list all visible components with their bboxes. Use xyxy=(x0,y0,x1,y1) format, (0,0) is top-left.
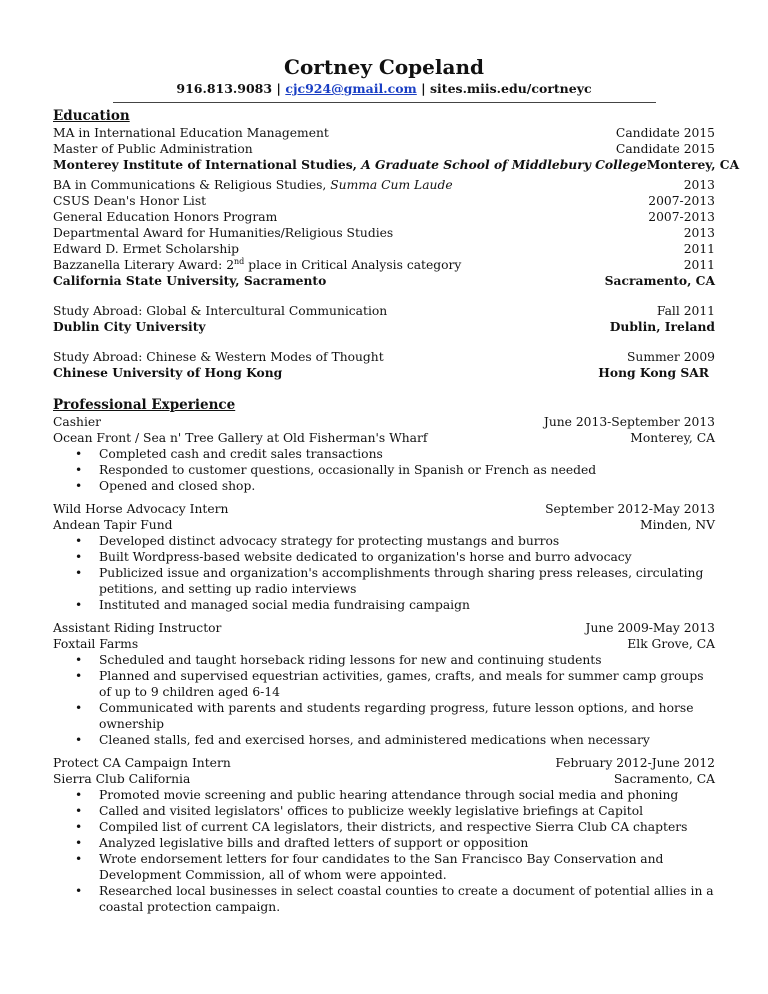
experience-list xyxy=(53,414,715,915)
study-abroad-program: Study Abroad: Global & Intercultural Communication xyxy=(53,304,388,318)
contact-line xyxy=(53,80,715,97)
program-date: Fall 2011 xyxy=(656,304,715,318)
school-row xyxy=(53,319,715,335)
education-row xyxy=(53,257,715,273)
education-row xyxy=(53,141,715,157)
job-organization: Ocean Front / Sea n' Tree Gallery at Old Fisherman's Wharf xyxy=(53,431,428,445)
job-location: Minden, NV xyxy=(640,518,715,532)
honor-date: 2007-2013 xyxy=(648,210,715,224)
honor-date: 2007-2013 xyxy=(648,194,715,208)
list-item xyxy=(53,446,715,462)
school-row xyxy=(53,365,715,381)
honor-label: Edward D. Ermet Scholarship xyxy=(53,242,240,256)
bullet-icon: • xyxy=(75,653,83,667)
degree: MA in International Education Management xyxy=(53,126,329,140)
bullet-icon: • xyxy=(75,820,83,834)
job-org-row xyxy=(53,517,715,533)
bullet-text: Promoted movie screening and public hearing attendance through social media and phoning xyxy=(99,788,679,802)
award-date: 2011 xyxy=(683,258,715,272)
school-name: Monterey Institute of International Studies, A Graduate School of Middlebury College xyxy=(53,157,647,172)
job-location: Sacramento, CA xyxy=(613,772,715,786)
job-organization: Sierra Club California xyxy=(53,772,191,786)
honor-label: Departmental Award for Humanities/Religious Studies xyxy=(53,226,394,240)
school-location: Monterey, CA xyxy=(646,157,740,172)
bullet-icon: • xyxy=(75,463,83,477)
bullet-text: Responded to customer questions, occasionally in Spanish or French as needed xyxy=(99,463,597,477)
list-item xyxy=(53,835,715,851)
list-item xyxy=(53,732,715,748)
bullet-icon: • xyxy=(75,804,83,818)
resume-name: Cortney Copeland xyxy=(284,55,484,79)
bullet-text: Researched local businesses in select coastal counties to create a document of potential allies in a coastal protection campaign. xyxy=(99,884,714,914)
email-link[interactable]: cjc924@gmail.com xyxy=(285,81,417,96)
list-item xyxy=(53,851,715,883)
list-item xyxy=(53,462,715,478)
bullet-text: Planned and supervised equestrian activities, games, crafts, and meals for summer camp groups of up to 9 children aged 6-14 xyxy=(99,669,704,699)
job-entry xyxy=(53,755,715,915)
bullet-icon: • xyxy=(75,788,83,802)
job-entry xyxy=(53,620,715,748)
bullet-icon: • xyxy=(75,447,83,461)
education-row xyxy=(53,225,715,241)
bullet-icon: • xyxy=(75,479,83,493)
school-name: Dublin City University xyxy=(53,319,206,334)
award: Bazzanella Literary Award: 2nd place in Critical Analysis category xyxy=(53,256,462,272)
list-item xyxy=(53,533,715,549)
job-title-row xyxy=(53,620,715,636)
bullet-text: Publicized issue and organization's accomplishments through sharing press releases, circulating petitions, and setting up radio interviews xyxy=(99,566,704,596)
education-row xyxy=(53,125,715,141)
bullet-text: Scheduled and taught horseback riding lessons for new and continuing students xyxy=(99,653,602,667)
degree: BA in Communications & Religious Studies, Summa Cum Laude xyxy=(53,178,453,192)
bullet-text: Analyzed legislative bills and drafted letters of support or opposition xyxy=(99,836,529,850)
school-name: Chinese University of Hong Kong xyxy=(53,365,283,380)
job-entry xyxy=(53,501,715,613)
education-row xyxy=(53,193,715,209)
bullet-text: Cleaned stalls, fed and exercised horses, and administered medications when necessary xyxy=(99,733,650,747)
education-row xyxy=(53,177,715,193)
job-entry xyxy=(53,414,715,494)
education-row xyxy=(53,349,715,365)
degree: Master of Public Administration xyxy=(53,142,253,156)
education-row xyxy=(53,241,715,257)
bullet-icon: • xyxy=(75,598,83,612)
website: | sites.miis.edu/cortneyc xyxy=(416,81,592,96)
list-item xyxy=(53,652,715,668)
phone-number: 916.813.9083 | xyxy=(176,81,286,96)
job-title-row xyxy=(53,501,715,517)
section-title-education: Education xyxy=(53,108,130,124)
header-divider xyxy=(113,102,656,103)
job-dates: June 2009-May 2013 xyxy=(585,621,715,635)
bullet-text: Completed cash and credit sales transactions xyxy=(99,447,383,461)
bullet-icon: • xyxy=(75,733,83,747)
job-title-row xyxy=(53,414,715,430)
job-bullets xyxy=(53,533,715,613)
list-item xyxy=(53,700,715,732)
job-org-row xyxy=(53,430,715,446)
list-item xyxy=(53,478,715,494)
bullet-icon: • xyxy=(75,852,83,866)
list-item xyxy=(53,803,715,819)
job-role: Wild Horse Advocacy Intern xyxy=(53,502,229,516)
job-role: Assistant Riding Instructor xyxy=(53,621,222,635)
list-item xyxy=(53,883,715,915)
bullet-icon: • xyxy=(75,836,83,850)
school-location: Sacramento, CA xyxy=(604,273,715,288)
job-dates: September 2012-May 2013 xyxy=(545,502,715,516)
job-bullets xyxy=(53,446,715,494)
job-org-row xyxy=(53,636,715,652)
bullet-text: Built Wordpress-based website dedicated to organization's horse and burro advocacy xyxy=(99,550,632,564)
degree-date: Candidate 2015 xyxy=(615,142,715,156)
bullet-text: Called and visited legislators' offices to publicize weekly legislative briefings at Capitol xyxy=(99,804,644,818)
education-row xyxy=(53,209,715,225)
bullet-icon: • xyxy=(75,884,83,898)
bullet-icon: • xyxy=(75,566,83,580)
bullet-text: Opened and closed shop. xyxy=(99,479,256,493)
job-organization: Foxtail Farms xyxy=(53,637,139,651)
job-role: Protect CA Campaign Intern xyxy=(53,756,231,770)
program-date: Summer 2009 xyxy=(626,350,715,364)
bullet-icon: • xyxy=(75,534,83,548)
bullet-text: Wrote endorsement letters for four candidates to the San Francisco Bay Conservation and Development Commission, all of whom were appointed. xyxy=(99,852,664,882)
honor-date: 2013 xyxy=(683,226,715,240)
list-item xyxy=(53,565,715,597)
school-name: California State University, Sacramento xyxy=(53,273,327,288)
school-location: Hong Kong SAR xyxy=(598,365,709,380)
job-org-row xyxy=(53,771,715,787)
job-bullets xyxy=(53,787,715,915)
job-dates: February 2012-June 2012 xyxy=(555,756,715,770)
bullet-text: Communicated with parents and students regarding progress, future lesson options, and horse ownership xyxy=(99,701,694,731)
list-item xyxy=(53,668,715,700)
degree-date: Candidate 2015 xyxy=(615,126,715,140)
bullet-icon: • xyxy=(75,701,83,715)
list-item xyxy=(53,787,715,803)
school-row xyxy=(53,157,740,173)
study-abroad-program: Study Abroad: Chinese & Western Modes of Thought xyxy=(53,350,384,364)
job-title-row xyxy=(53,755,715,771)
degree-date: 2013 xyxy=(683,178,715,192)
job-dates: June 2013-September 2013 xyxy=(543,415,715,429)
job-organization: Andean Tapir Fund xyxy=(53,518,173,532)
bullet-icon: • xyxy=(75,550,83,564)
bullet-text: Compiled list of current CA legislators, their districts, and respective Sierra Club CA chapters xyxy=(99,820,688,834)
bullet-text: Instituted and managed social media fundraising campaign xyxy=(99,598,470,612)
education-row xyxy=(53,303,715,319)
honor-date: 2011 xyxy=(683,242,715,256)
list-item xyxy=(53,819,715,835)
bullet-text: Developed distinct advocacy strategy for protecting mustangs and burros xyxy=(99,534,560,548)
school-location: Dublin, Ireland xyxy=(609,319,715,334)
honor-label: General Education Honors Program xyxy=(53,210,278,224)
honor-label: CSUS Dean's Honor List xyxy=(53,194,207,208)
list-item xyxy=(53,549,715,565)
job-bullets xyxy=(53,652,715,748)
job-location: Monterey, CA xyxy=(630,431,715,445)
job-location: Elk Grove, CA xyxy=(627,637,715,651)
bullet-icon: • xyxy=(75,669,83,683)
school-row xyxy=(53,273,715,289)
list-item xyxy=(53,597,715,613)
section-title-experience: Professional Experience xyxy=(53,397,236,413)
job-role: Cashier xyxy=(53,415,102,429)
